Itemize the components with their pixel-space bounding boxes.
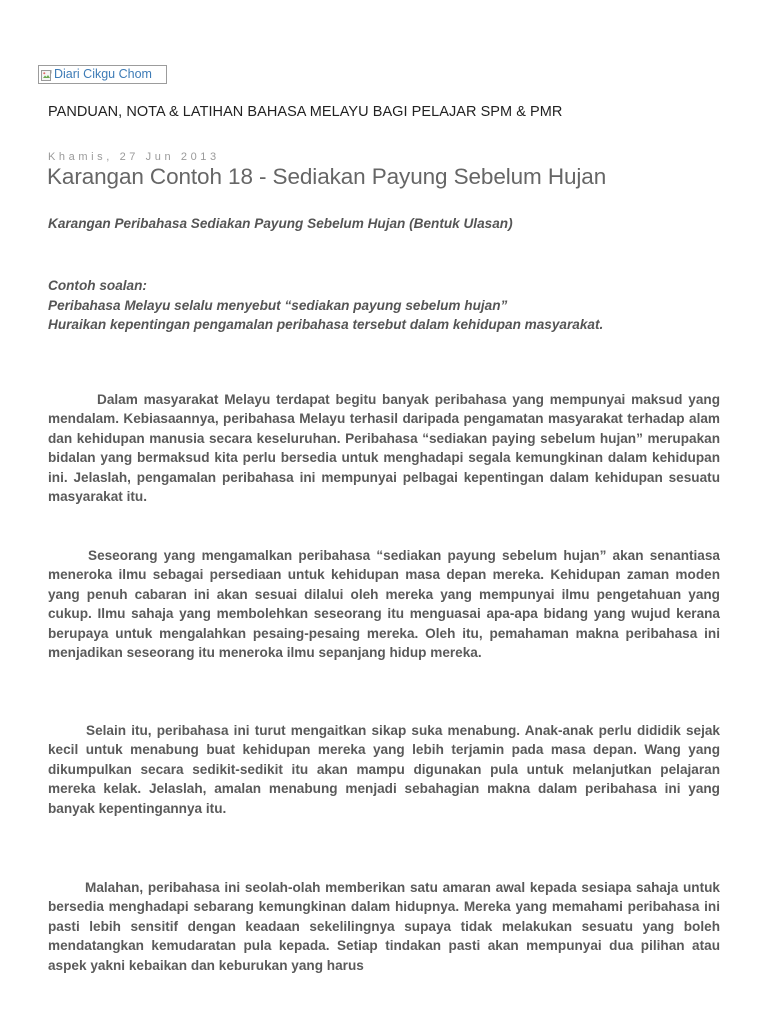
question-label: Contoh soalan: bbox=[48, 278, 147, 293]
question-line-1: Peribahasa Melayu selalu menyebut “sediakan payung sebelum hujan” bbox=[48, 297, 508, 313]
body-paragraph-4: Malahan, peribahasa ini seolah-olah memberikan satu amaran awal kepada sesiapa sahaja untuk bersedia menghadapi sebarang kemungkinan dalam hidupnya. Mereka yang memahami peribahasa ini pasti lebih sensitif dengan keadaan sekelilingnya supaya tidak melakukan sesuatu yang boleh mendatangkan kemudaratan pula kepada. Setiap tindakan pasti akan mempunyai dua pilihan atau aspek yakni kebaikan dan keburukan yang harus bbox=[48, 880, 720, 973]
blog-logo-link[interactable] bbox=[38, 65, 167, 84]
body-paragraph-2: Seseorang yang mengamalkan peribahasa “sediakan payung sebelum hujan” akan senantiasa meneroka ilmu sebagai persediaan untuk kehidupan masa depan mereka. Kehidupan zaman moden yang penuh cabaran ini akan sesuai dilalui oleh mereka yang mempunyai ilmu pengetahuan yang cukup. Ilmu sahaja yang membolehkan seseorang itu menguasai apa-apa bidang yang wujud kerana berupaya untuk mengalahkan pesaing-pesaing mereka. Oleh itu, pemahaman makna peribahasa ini menjadikan seseorang itu meneroka ilmu sepanjang hidup mereka. bbox=[48, 548, 720, 661]
logo-alt-text: Diari Cikgu Chom bbox=[54, 67, 152, 82]
question-block bbox=[48, 276, 603, 335]
body-paragraph-1: Dalam masyarakat Melayu terdapat begitu banyak peribahasa yang mempunyai maksud yang mendalam. Kebiasaannya, peribahasa Melayu terhasil daripada pengamatan masyarakat terhadap alam dan kehidupan manusia secara keseluruhan. Peribahasa “sediakan paying sebelum hujan” merupakan bidalan yang bermaksud kita perlu bersedia untuk menghadapi segala kemungkinan dalam kehidupan ini. Jelaslah, pengamalan peribahasa ini mempunyai pelbagai kepentingan dalam kehidupan sesuatu masyarakat itu. bbox=[48, 392, 720, 505]
blog-description: PANDUAN, NOTA & LATIHAN BAHASA MELAYU BAGI PELAJAR SPM & PMR bbox=[48, 104, 563, 120]
question-line-2: Huraikan kepentingan pengamalan peribahasa tersebut dalam kehidupan masyarakat. bbox=[48, 317, 604, 332]
post-title[interactable]: Karangan Contoh 18 - Sediakan Payung Sebelum Hujan bbox=[47, 164, 607, 189]
post-date: Khamis, 27 Jun 2013 bbox=[48, 151, 220, 163]
body-paragraph-3: Selain itu, peribahasa ini turut mengaitkan sikap suka menabung. Anak-anak perlu dididik sejak kecil untuk menabung buat kehidupan mereka yang lebih terjamin pada masa depan. Wang yang dikumpulkan secara sedikit-sedikit itu akan mampu digunakan pula untuk melanjutkan pelajaran mereka kelak. Jelaslah, amalan menabung menjadi sebahagian makna dalam peribahasa ini yang banyak kepentingannya itu. bbox=[48, 723, 720, 816]
post-subtitle: Karangan Peribahasa Sediakan Payung Sebelum Hujan (Bentuk Ulasan) bbox=[48, 216, 513, 231]
broken-image-icon bbox=[41, 69, 53, 81]
